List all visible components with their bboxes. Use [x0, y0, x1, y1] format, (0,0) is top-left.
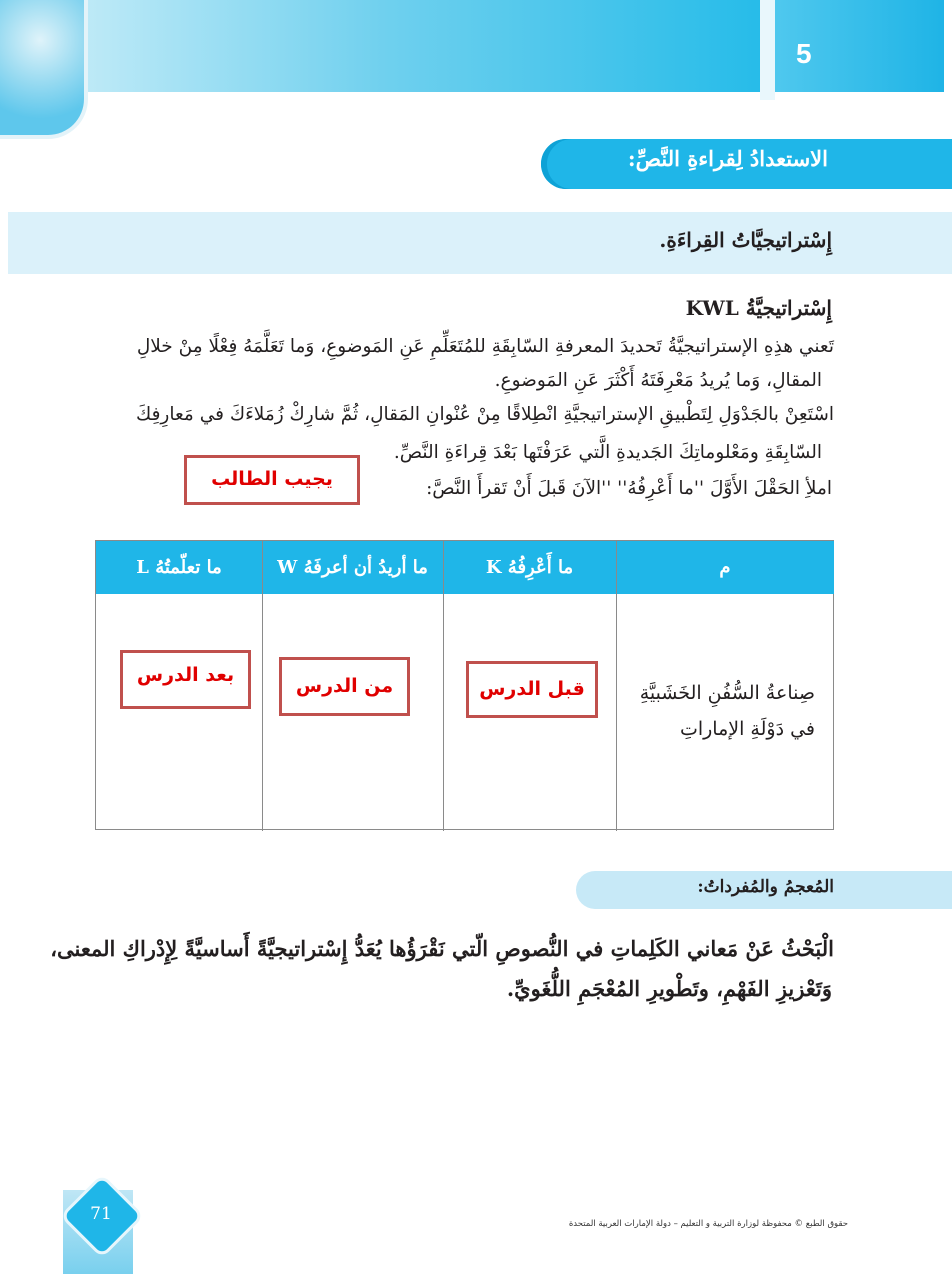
unit-number: 5: [796, 38, 812, 69]
table-divider: [616, 541, 617, 831]
student-answers-note: يجيب الطالب: [184, 455, 360, 505]
kwl-paragraph-line: املأِ الحَقْلَ الأَوَّلَ ''ما أَعْرِفُهُ'' ''الآنَ قَبلَ أَنْ تَقرأَ النَّصَّ:: [426, 478, 832, 499]
section-title: الاستعدادُ لِقراءةِ النَّصِّ:: [627, 146, 828, 171]
annotation-after-lesson: بعد الدرس: [120, 650, 251, 709]
annotation-before-lesson: قبل الدرس: [466, 661, 598, 718]
header-divider: [760, 0, 775, 100]
kwl-heading: إِسْتراتيجيَّةُ KWL: [685, 296, 832, 320]
topic-line: صِناعةُ السُّفُنِ الخَشَبيَّةِ: [639, 682, 815, 704]
lexicon-line: الْبَحْثُ عَنْ مَعاني الكَلِماتِ في النُّصوصِ الّتي نَقْرَؤُها يُعَدُّ إِسْتراتيجيَّةً أَساسيَّةً لِإِدْراكِ المعنى،: [50, 936, 834, 961]
kwl-paragraph-line: السّابِقَةِ ومَعْلوماتِكَ الجَديدةِ الَّتي عَرَفْتَها بَعْدَ قِراءَةِ النَّصِّ.: [393, 442, 822, 463]
annotation-during-lesson: من الدرس: [279, 657, 410, 716]
kwl-paragraph-line: اسْتَعِنْ بالجَدْوَلِ لِتَطْبيقِ الإستراتيجيَّةِ انْطِلاقًا مِنْ عُنْوانِ المَقالِ، ثُمَّ شارِكْ زُمَلاءَكَ في مَعارِفِكَ: [135, 404, 834, 425]
lexicon-title: المُعجمُ والمُفرداتُ:: [697, 877, 834, 897]
lexicon-line: وَتَعْزيزِ الفَهْمِ، وتَطْويرِ المُعْجَمِ اللُّغَويِّ.: [506, 976, 832, 1001]
topic-line: في دَوْلَةِ الإماراتِ: [679, 718, 815, 740]
table-header-learned: ما تعلّمتُهُ L: [96, 541, 262, 594]
page-number: 71: [90, 1204, 112, 1224]
table-header-want: ما أريدُ أن أعرفَهُ W: [262, 541, 443, 594]
kwl-paragraph-line: المقالِ، وَما يُريدُ مَعْرِفَتَهُ أَكْثَرَ عَنِ المَوضوعِ.: [494, 370, 822, 391]
header-corner-decoration: [0, 0, 88, 139]
table-header-know: ما أَعْرِفُهُ K: [443, 541, 616, 594]
strategies-title: إِسْتراتيجيَّاتُ القِراءَةِ.: [659, 228, 832, 252]
table-divider: [443, 541, 444, 831]
table-header-index: م: [616, 541, 834, 594]
copyright-footer: حقوق الطبع © محفوظة لوزارة التربية و التعليم – دولة الإمارات العربية المتحدة: [568, 1219, 848, 1229]
kwl-paragraph-line: تَعني هذِهِ الإستراتيجيَّةُ تَحديدَ المعرفةِ السّابِقَةِ للمُتَعَلِّمِ عَنِ المَوضوعِ، وَما تَعَلَّمَهُ فِعْلًا مِنْ خلالِ: [136, 336, 834, 357]
header-banner: [80, 0, 760, 92]
table-divider: [262, 541, 263, 831]
